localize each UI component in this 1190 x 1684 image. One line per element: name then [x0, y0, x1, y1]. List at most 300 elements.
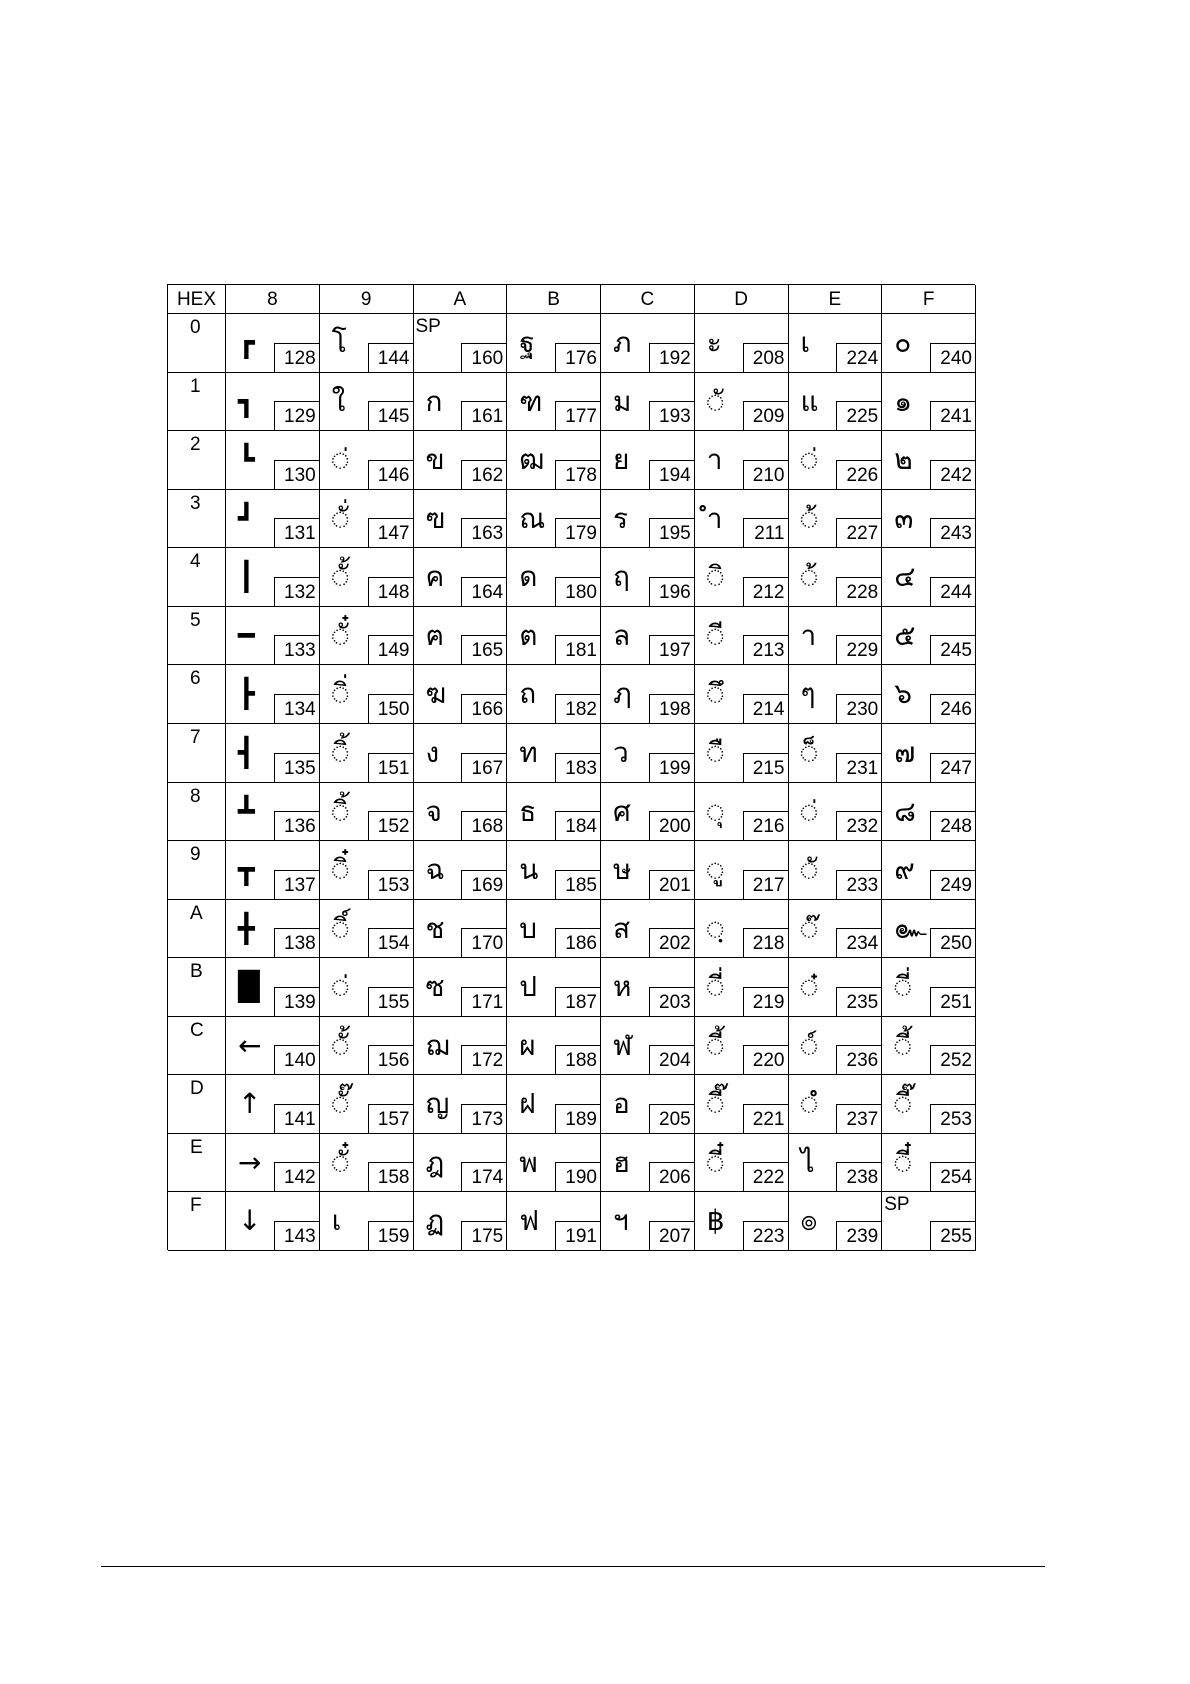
char-cell	[695, 607, 789, 666]
char-glyph: ◌ี๋	[706, 1145, 724, 1179]
decimal-code: 238	[836, 1162, 881, 1191]
decimal-code: 149	[368, 635, 413, 664]
char-cell	[601, 958, 695, 1017]
decimal-code: 165	[461, 635, 506, 664]
char-glyph: ◌ิ์	[331, 911, 349, 945]
char-cell	[226, 373, 320, 432]
decimal-code: 167	[461, 753, 506, 782]
char-cell	[320, 841, 414, 900]
decimal-code: 229	[836, 635, 881, 664]
row-header: F	[168, 1192, 226, 1251]
char-glyph: ◌ฺ	[706, 911, 724, 945]
decimal-code: 243	[930, 518, 975, 547]
char-cell	[695, 665, 789, 724]
decimal-code: 184	[555, 811, 600, 840]
decimal-code: 133	[274, 635, 319, 664]
char-glyph: ฆ	[425, 677, 447, 711]
char-glyph: ◌ี๊	[706, 1087, 724, 1121]
decimal-code: 177	[555, 401, 600, 430]
decimal-code: 249	[930, 870, 975, 899]
decimal-code: 240	[930, 343, 975, 372]
char-glyph: ข	[425, 443, 445, 477]
char-cell	[507, 724, 601, 783]
char-glyph: ล	[613, 618, 631, 652]
decimal-code: 172	[461, 1045, 506, 1074]
char-cell	[695, 1134, 789, 1193]
column-header: E	[789, 285, 883, 314]
char-glyph: ว	[613, 735, 629, 769]
char-glyph: ญ	[425, 1087, 450, 1121]
char-glyph: ◌ั๋	[331, 1145, 349, 1179]
char-cell	[695, 314, 789, 373]
char-glyph: ↑	[238, 1087, 262, 1121]
decimal-code: 216	[743, 811, 788, 840]
decimal-code: 255	[930, 1221, 975, 1250]
decimal-code: 164	[461, 577, 506, 606]
char-cell	[226, 548, 320, 607]
char-cell	[507, 665, 601, 724]
char-cell	[882, 900, 976, 959]
char-cell	[882, 607, 976, 666]
row-header: 1	[168, 373, 226, 432]
decimal-code: 236	[836, 1045, 881, 1074]
char-cell	[601, 373, 695, 432]
char-cell	[414, 1192, 508, 1251]
decimal-code: 154	[368, 928, 413, 957]
char-cell	[882, 548, 976, 607]
char-glyph: ด	[519, 560, 538, 594]
char-glyph: ━	[238, 618, 255, 652]
char-cell	[507, 431, 601, 490]
char-cell	[882, 1017, 976, 1076]
char-glyph: ร	[613, 501, 629, 535]
char-glyph: ฦ	[613, 677, 632, 711]
char-glyph: ◌ิ้	[331, 735, 349, 769]
char-glyph: ◌่	[331, 443, 349, 477]
char-glyph: น	[519, 853, 539, 887]
decimal-code: 181	[555, 635, 600, 664]
char-glyph: ก	[425, 384, 443, 418]
decimal-code: 221	[743, 1104, 788, 1133]
char-cell	[695, 783, 789, 842]
decimal-code: 232	[836, 811, 881, 840]
decimal-code: 244	[930, 577, 975, 606]
char-cell	[695, 1017, 789, 1076]
char-glyph: ◌๊	[800, 911, 818, 945]
char-cell	[507, 1134, 601, 1193]
decimal-code: 136	[274, 811, 319, 840]
decimal-code: 200	[649, 811, 694, 840]
decimal-code: 196	[649, 577, 694, 606]
char-glyph: ส	[613, 911, 631, 945]
char-cell	[882, 1075, 976, 1134]
char-glyph: ◌๋	[800, 970, 818, 1004]
char-cell	[882, 783, 976, 842]
decimal-code: 203	[649, 987, 694, 1016]
char-cell	[789, 1192, 883, 1251]
char-cell	[789, 665, 883, 724]
char-cell	[414, 548, 508, 607]
char-cell	[507, 1192, 601, 1251]
char-glyph: ฯ	[613, 1204, 629, 1238]
char-glyph: ฮ	[613, 1145, 631, 1179]
char-glyph: ◌ี	[706, 618, 724, 652]
decimal-code: 155	[368, 987, 413, 1016]
decimal-code: 175	[461, 1221, 506, 1250]
char-glyph: ◌ิ๋	[331, 853, 349, 887]
char-cell	[601, 1134, 695, 1193]
char-cell	[789, 1075, 883, 1134]
char-glyph: ┻	[238, 794, 255, 828]
decimal-code: 178	[555, 460, 600, 489]
decimal-code: 142	[274, 1162, 319, 1191]
char-cell	[601, 1075, 695, 1134]
char-glyph: ┫	[238, 735, 255, 769]
char-glyph: เ	[331, 1204, 342, 1238]
char-cell	[320, 1017, 414, 1076]
row-header: 9	[168, 841, 226, 900]
char-glyph: แ	[800, 384, 819, 418]
decimal-code: 219	[743, 987, 788, 1016]
char-glyph: ๓	[894, 501, 914, 535]
char-glyph: ◌ั้	[331, 1028, 349, 1062]
char-glyph: ◌่	[800, 443, 818, 477]
char-glyph: ฬ	[613, 1028, 633, 1062]
bottom-rule	[101, 1566, 1045, 1567]
char-cell	[882, 724, 976, 783]
row-header: 5	[168, 607, 226, 666]
char-glyph: ไ	[800, 1145, 815, 1179]
decimal-code: 212	[743, 577, 788, 606]
char-cell	[226, 431, 320, 490]
char-cell	[507, 314, 601, 373]
char-cell	[695, 1192, 789, 1251]
char-glyph: ๔	[894, 560, 916, 594]
char-cell	[226, 841, 320, 900]
char-glyph: ◌ั๋	[331, 618, 349, 652]
decimal-code: 247	[930, 753, 975, 782]
decimal-code: 210	[743, 460, 788, 489]
decimal-code: 188	[555, 1045, 600, 1074]
char-glyph: ป	[519, 970, 538, 1004]
decimal-code: 166	[461, 694, 506, 723]
decimal-code: 246	[930, 694, 975, 723]
decimal-code: 146	[368, 460, 413, 489]
decimal-code: 151	[368, 753, 413, 782]
char-glyph: เ	[800, 326, 811, 359]
char-cell	[789, 314, 883, 373]
char-cell	[601, 665, 695, 724]
decimal-code: 204	[649, 1045, 694, 1074]
char-glyph: ฏ	[425, 1204, 445, 1238]
char-cell	[414, 841, 508, 900]
char-cell	[226, 1192, 320, 1251]
decimal-code: 174	[461, 1162, 506, 1191]
char-glyph: ๏	[800, 1204, 818, 1238]
char-glyph: ◌ื	[706, 735, 724, 769]
decimal-code: 191	[555, 1221, 600, 1250]
decimal-code: 132	[274, 577, 319, 606]
char-glyph: ย	[613, 443, 630, 477]
decimal-code: 129	[274, 401, 319, 430]
char-cell	[320, 490, 414, 549]
char-cell	[320, 314, 414, 373]
char-glyph: ↓	[238, 1204, 262, 1238]
char-cell	[695, 841, 789, 900]
char-cell	[320, 900, 414, 959]
decimal-code: 231	[836, 753, 881, 782]
char-cell	[226, 1134, 320, 1193]
decimal-code: 137	[274, 870, 319, 899]
char-glyph: พ	[519, 1145, 538, 1179]
decimal-code: 214	[743, 694, 788, 723]
decimal-code: 226	[836, 460, 881, 489]
decimal-code: 143	[274, 1221, 319, 1250]
char-cell	[414, 724, 508, 783]
char-cell	[507, 548, 601, 607]
decimal-code: 130	[274, 460, 319, 489]
char-cell	[414, 1075, 508, 1134]
decimal-code: 227	[836, 518, 881, 547]
char-glyph: ๙	[894, 853, 915, 887]
char-glyph: ◌้	[800, 501, 818, 535]
char-glyph: ◌ี้	[894, 1028, 912, 1062]
char-cell	[882, 431, 976, 490]
char-cell	[320, 665, 414, 724]
decimal-code: 198	[649, 694, 694, 723]
char-glyph: ฌ	[425, 1028, 450, 1062]
char-glyph: ┗	[238, 443, 255, 477]
char-cell	[789, 1017, 883, 1076]
char-glyph: ◌ี๊	[894, 1087, 912, 1121]
char-glyph: ถ	[519, 677, 537, 711]
char-glyph: ใ	[331, 384, 346, 418]
char-cell	[507, 783, 601, 842]
char-cell	[695, 490, 789, 549]
decimal-code: 201	[649, 870, 694, 899]
char-cell	[789, 607, 883, 666]
decimal-code: 183	[555, 753, 600, 782]
char-glyph: ◌ั	[706, 384, 724, 418]
decimal-code: 207	[649, 1221, 694, 1250]
decimal-code: 245	[930, 635, 975, 664]
row-header: 3	[168, 490, 226, 549]
char-cell	[414, 607, 508, 666]
char-cell	[226, 724, 320, 783]
char-cell	[226, 314, 320, 373]
char-cell	[320, 724, 414, 783]
decimal-code: 152	[368, 811, 413, 840]
char-cell	[226, 783, 320, 842]
char-glyph: ๛	[894, 911, 927, 945]
char-cell	[882, 841, 976, 900]
decimal-code: 156	[368, 1045, 413, 1074]
char-glyph: ๆ	[800, 677, 816, 711]
decimal-code: 189	[555, 1104, 600, 1133]
decimal-code: 128	[274, 343, 319, 372]
char-glyph: ษ	[613, 853, 632, 887]
char-cell	[414, 900, 508, 959]
decimal-code: 139	[274, 987, 319, 1016]
row-header: 8	[168, 783, 226, 842]
decimal-code: 157	[368, 1104, 413, 1133]
row-header: 7	[168, 724, 226, 783]
char-cell	[320, 783, 414, 842]
decimal-code: 223	[743, 1221, 788, 1250]
char-glyph: SP	[884, 1194, 910, 1216]
decimal-code: 224	[836, 343, 881, 372]
char-cell	[789, 783, 883, 842]
decimal-code: 252	[930, 1045, 975, 1074]
char-cell	[789, 724, 883, 783]
char-glyph: ◌้	[800, 560, 818, 594]
char-glyph: ฅ	[425, 618, 445, 652]
decimal-code: 182	[555, 694, 600, 723]
char-glyph: ซ	[425, 970, 445, 1004]
char-cell	[507, 900, 601, 959]
row-header: 6	[168, 665, 226, 724]
decimal-code: 225	[836, 401, 881, 430]
char-glyph: ท	[519, 735, 538, 769]
char-glyph: ◌ี้	[706, 1028, 724, 1062]
char-glyph: ม	[613, 384, 632, 418]
char-cell	[882, 1134, 976, 1193]
decimal-code: 217	[743, 870, 788, 899]
char-cell	[414, 783, 508, 842]
decimal-code: 148	[368, 577, 413, 606]
decimal-code: 145	[368, 401, 413, 430]
decimal-code: 234	[836, 928, 881, 957]
decimal-code: 180	[555, 577, 600, 606]
char-glyph: ┏	[238, 326, 255, 359]
char-cell	[226, 1075, 320, 1134]
char-glyph: ◌ั	[800, 853, 818, 887]
char-glyph: บ	[519, 911, 538, 945]
decimal-code: 220	[743, 1045, 788, 1074]
char-cell	[320, 607, 414, 666]
decimal-code: 222	[743, 1162, 788, 1191]
char-cell	[789, 958, 883, 1017]
char-cell	[320, 431, 414, 490]
column-header: F	[882, 285, 976, 314]
char-cell	[695, 958, 789, 1017]
char-cell	[695, 724, 789, 783]
decimal-code: 163	[461, 518, 506, 547]
decimal-code: 135	[274, 753, 319, 782]
char-cell	[507, 841, 601, 900]
char-cell	[320, 373, 414, 432]
char-cell	[695, 373, 789, 432]
char-cell	[601, 841, 695, 900]
char-glyph: ◌ิ่	[331, 677, 349, 711]
decimal-code: 190	[555, 1162, 600, 1191]
char-glyph: ┛	[238, 501, 255, 535]
char-glyph: ◌ี๋	[894, 1145, 912, 1179]
decimal-code: 134	[274, 694, 319, 723]
char-glyph: ฝ	[519, 1087, 536, 1121]
decimal-code: 147	[368, 518, 413, 547]
decimal-code: 233	[836, 870, 881, 899]
decimal-code: 218	[743, 928, 788, 957]
char-cell	[601, 1017, 695, 1076]
decimal-code: 211	[743, 518, 788, 547]
char-cell	[601, 490, 695, 549]
char-cell	[789, 548, 883, 607]
decimal-code: 140	[274, 1045, 319, 1074]
char-glyph: ๗	[894, 735, 916, 769]
decimal-code: 161	[461, 401, 506, 430]
column-header: 9	[320, 285, 414, 314]
row-header: 4	[168, 548, 226, 607]
column-header: B	[507, 285, 601, 314]
column-header: C	[601, 285, 695, 314]
row-header: 2	[168, 431, 226, 490]
char-cell	[320, 1075, 414, 1134]
decimal-code: 160	[461, 343, 506, 372]
decimal-code: 228	[836, 577, 881, 606]
decimal-code: 209	[743, 401, 788, 430]
char-cell	[789, 373, 883, 432]
row-header: 0	[168, 314, 226, 373]
decimal-code: 194	[649, 460, 694, 489]
char-glyph: ฎ	[425, 1145, 445, 1179]
char-cell	[601, 900, 695, 959]
char-cell	[226, 607, 320, 666]
char-glyph: โ	[331, 326, 347, 359]
char-cell	[414, 431, 508, 490]
char-glyph: ◌ุ	[706, 794, 724, 828]
char-glyph: ธ	[519, 794, 537, 828]
char-cell	[414, 958, 508, 1017]
decimal-code: 159	[368, 1221, 413, 1250]
char-cell	[507, 1017, 601, 1076]
char-glyph: ฒ	[519, 443, 545, 477]
char-cell	[507, 1075, 601, 1134]
decimal-code: 237	[836, 1104, 881, 1133]
char-glyph: ๖	[894, 677, 913, 711]
char-glyph: ╋	[238, 911, 255, 945]
char-cell	[601, 783, 695, 842]
decimal-code: 187	[555, 987, 600, 1016]
char-glyph: ฟ	[519, 1204, 540, 1238]
char-cell	[226, 665, 320, 724]
char-cell	[601, 1192, 695, 1251]
decimal-code: 150	[368, 694, 413, 723]
char-cell	[320, 548, 414, 607]
decimal-code: 195	[649, 518, 694, 547]
char-glyph: ◌็	[800, 735, 818, 769]
char-glyph: ศ	[613, 794, 631, 828]
char-cell	[601, 548, 695, 607]
row-header: A	[168, 900, 226, 959]
char-cell	[601, 607, 695, 666]
decimal-code: 185	[555, 870, 600, 899]
decimal-code: 242	[930, 460, 975, 489]
char-glyph: ฑ	[519, 384, 543, 418]
row-header: E	[168, 1134, 226, 1193]
char-cell	[507, 607, 601, 666]
decimal-code: 239	[836, 1221, 881, 1250]
char-glyph: ฤ	[613, 560, 630, 594]
char-cell	[507, 373, 601, 432]
decimal-code: 253	[930, 1104, 975, 1133]
char-cell	[789, 490, 883, 549]
decimal-code: 193	[649, 401, 694, 430]
char-cell	[695, 1075, 789, 1134]
char-glyph: →	[238, 1145, 262, 1179]
char-glyph: ┃	[238, 560, 255, 594]
char-cell	[414, 1134, 508, 1193]
